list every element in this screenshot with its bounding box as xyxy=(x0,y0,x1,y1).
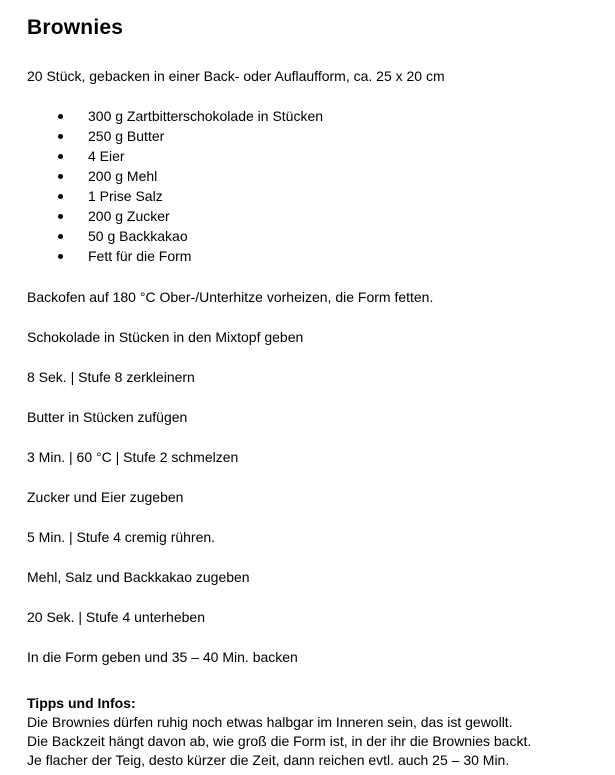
tips-line: Je flacher der Teig, desto kürzer die Zeit, dann reichen evtl. auch 25 – 30 Min. xyxy=(27,752,510,768)
step-line: Schokolade in Stücken in den Mixtopf geben xyxy=(27,329,304,345)
ingredient-item: 50 g Backkakao xyxy=(27,226,595,246)
step-line: Mehl, Salz und Backkakao zugeben xyxy=(27,569,250,585)
step-list xyxy=(27,287,595,667)
ingredient-item: Fett für die Form xyxy=(27,246,595,266)
step-line: Butter in Stücken zufügen xyxy=(27,409,188,425)
ingredient-item: 300 g Zartbitterschokolade in Stücken xyxy=(27,106,595,126)
ingredient-item: 250 g Butter xyxy=(27,126,595,146)
ingredient-item: 200 g Mehl xyxy=(27,166,595,186)
step-line: 20 Sek. | Stufe 4 unterheben xyxy=(27,609,205,625)
step-line: In die Form geben und 35 – 40 Min. backen xyxy=(27,649,298,665)
step-line: 8 Sek. | Stufe 8 zerkleinern xyxy=(27,369,195,385)
ingredient-list xyxy=(27,106,595,266)
ingredient-item: 4 Eier xyxy=(27,146,595,166)
page-title: Brownies xyxy=(27,16,124,39)
tips-lines xyxy=(27,713,595,770)
tips-heading: Tipps und Infos: xyxy=(27,695,136,711)
tips-line: Die Backzeit hängt davon ab, wie groß die Form ist, in der ihr die Brownies backt. xyxy=(27,733,532,749)
tips-section xyxy=(27,694,595,770)
step-line: Backofen auf 180 °C Ober-/Unterhitze vorheizen, die Form fetten. xyxy=(27,289,434,305)
step-line: Zucker und Eier zugeben xyxy=(27,489,184,505)
step-line: 3 Min. | 60 °C | Stufe 2 schmelzen xyxy=(27,449,239,465)
ingredient-item: 1 Prise Salz xyxy=(27,186,595,206)
yield-line: 20 Stück, gebacken in einer Back- oder Auflaufform, ca. 25 x 20 cm xyxy=(27,68,445,84)
tips-line: Die Brownies dürfen ruhig noch etwas halbgar im Inneren sein, das ist gewollt. xyxy=(27,714,513,730)
ingredient-item: 200 g Zucker xyxy=(27,206,595,226)
step-line: 5 Min. | Stufe 4 cremig rühren. xyxy=(27,529,216,545)
